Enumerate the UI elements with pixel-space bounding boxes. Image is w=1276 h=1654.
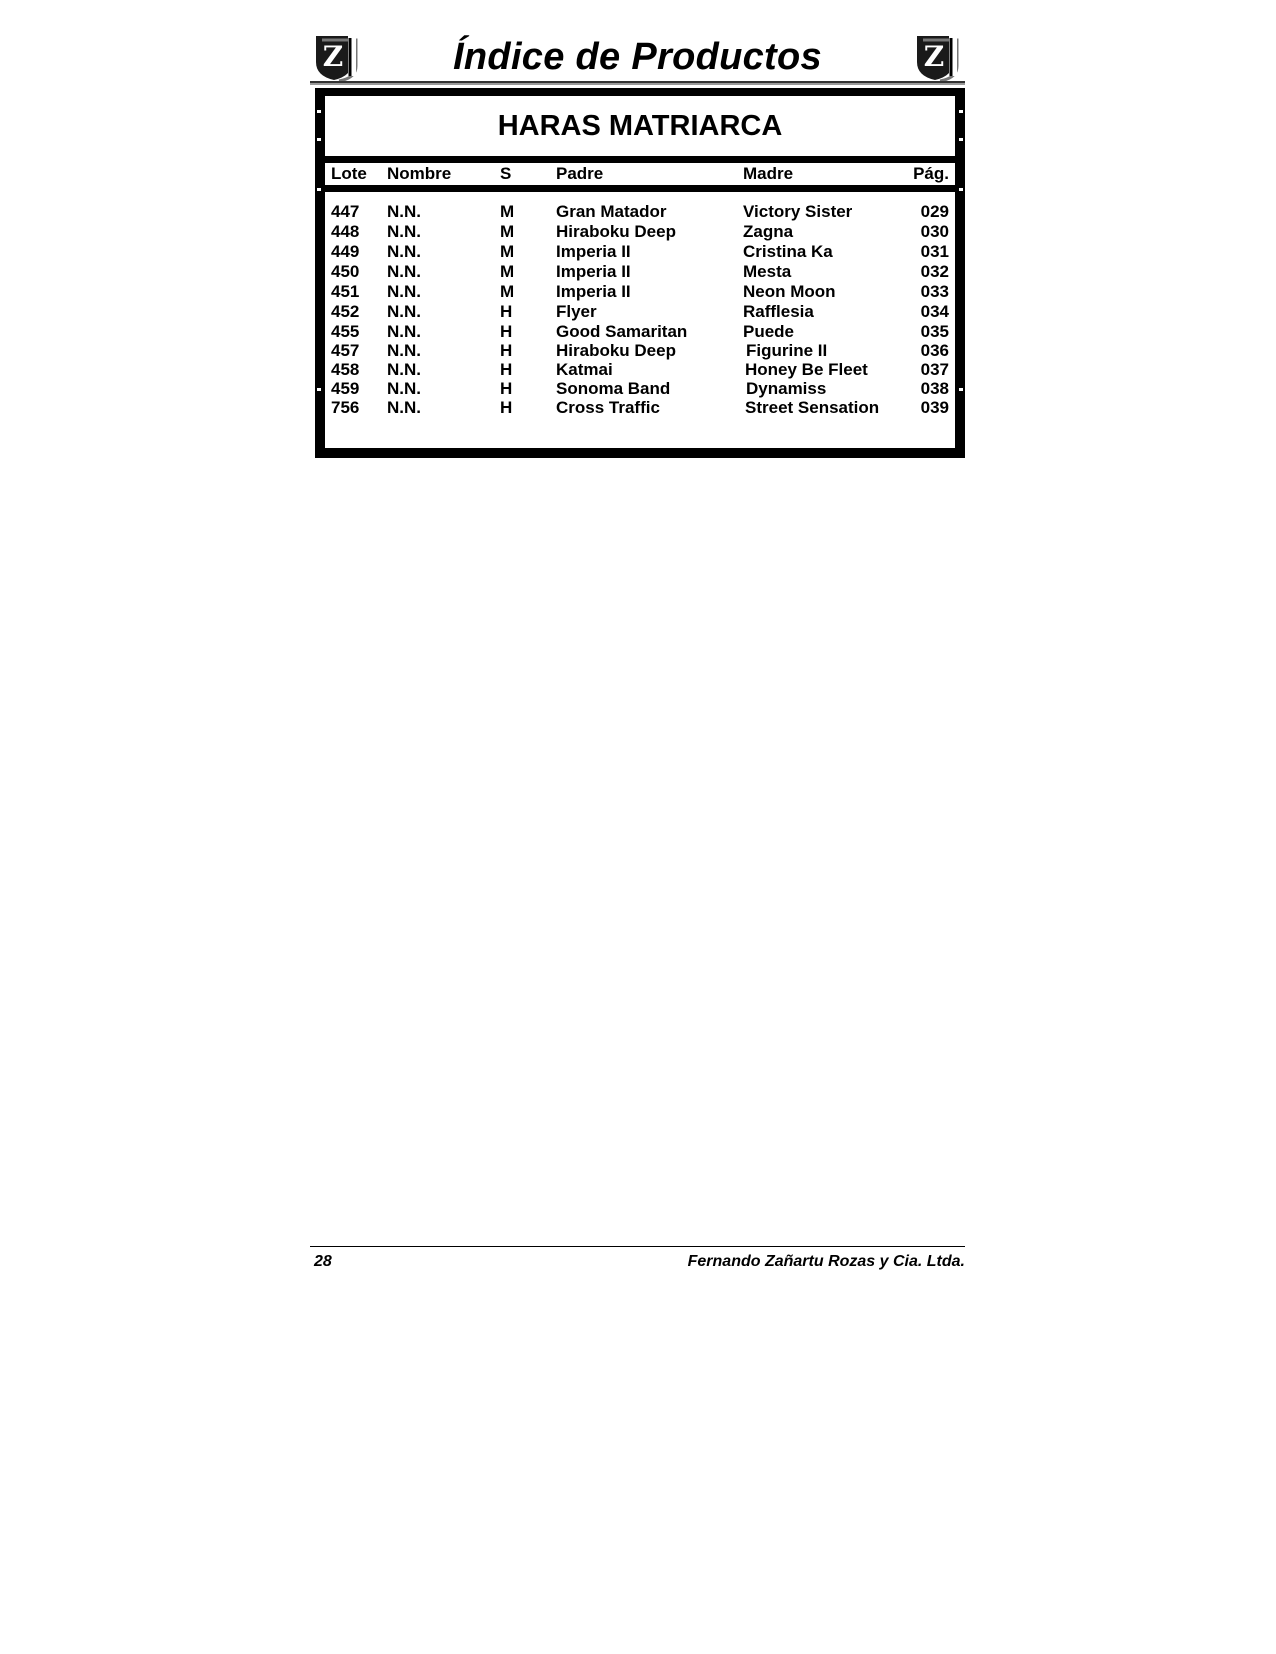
cell-padre: Hiraboku Deep: [556, 222, 676, 241]
cell-nombre: N.N.: [387, 322, 421, 341]
cell-nombre: N.N.: [387, 398, 421, 417]
cell-madre: Puede: [743, 322, 795, 341]
cell-madre: Mesta: [743, 262, 792, 281]
header-divider: [310, 81, 965, 85]
cell-lote: 756: [331, 398, 360, 417]
cell-sexo: H: [500, 360, 513, 379]
company-logo-icon: [913, 32, 963, 82]
section-title: HARAS MATRIARCA: [497, 110, 783, 142]
cell-padre: Good Samaritan: [556, 322, 688, 341]
table-row: [325, 222, 955, 242]
column-header-pagina: Pág.: [913, 164, 949, 183]
cell-sexo: H: [500, 398, 513, 417]
cell-padre: Imperia II: [556, 262, 631, 281]
cell-nombre: N.N.: [387, 379, 421, 398]
table-header: [325, 163, 955, 185]
table-row: [325, 242, 955, 262]
cell-nombre: N.N.: [387, 202, 421, 221]
cell-padre: Gran Matador: [556, 202, 667, 221]
frame-tick: [959, 388, 963, 391]
cell-padre: Katmai: [556, 360, 613, 379]
frame-tick: [317, 138, 321, 141]
table-row: [325, 398, 955, 418]
frame-tick: [317, 388, 321, 391]
cell-lote: 455: [331, 322, 360, 341]
cell-pagina: 030: [920, 222, 949, 241]
cell-sexo: M: [500, 262, 515, 281]
table-row: [325, 341, 955, 361]
cell-pagina: 029: [920, 202, 949, 221]
cell-nombre: N.N.: [387, 242, 421, 261]
frame-tick: [959, 188, 963, 191]
cell-madre: Rafflesia: [743, 302, 814, 321]
cell-sexo: H: [500, 341, 513, 360]
cell-pagina: 036: [920, 341, 949, 360]
table-row: [325, 282, 955, 302]
frame-tick: [959, 138, 963, 141]
cell-sexo: H: [500, 302, 513, 321]
cell-pagina: 033: [920, 282, 949, 301]
cell-madre: Dynamiss: [746, 379, 827, 398]
cell-padre: Cross Traffic: [556, 398, 660, 417]
column-header-padre: Padre: [556, 164, 604, 183]
column-header-sexo: S: [500, 164, 512, 183]
table-row: [325, 322, 955, 342]
section-title-band: [325, 96, 955, 156]
column-header-madre: Madre: [743, 164, 794, 183]
frame-tick: [317, 188, 321, 191]
column-header-lote: Lote: [331, 164, 367, 183]
cell-pagina: 032: [920, 262, 949, 281]
table-row: [325, 360, 955, 380]
cell-pagina: 031: [920, 242, 949, 261]
cell-madre: Cristina Ka: [743, 242, 833, 261]
table-row: [325, 302, 955, 322]
cell-lote: 458: [331, 360, 360, 379]
cell-sexo: H: [500, 379, 513, 398]
cell-nombre: N.N.: [387, 282, 421, 301]
cell-madre: Figurine II: [746, 341, 828, 360]
table-header-row: [325, 164, 955, 184]
cell-pagina: 039: [920, 398, 949, 417]
cell-madre: Neon Moon: [743, 282, 836, 301]
cell-sexo: M: [500, 242, 515, 261]
table-body: [325, 192, 955, 448]
cell-madre: Victory Sister: [743, 202, 853, 221]
cell-pagina: 038: [920, 379, 949, 398]
cell-sexo: H: [500, 322, 513, 341]
cell-nombre: N.N.: [387, 222, 421, 241]
product-index-frame: [315, 88, 965, 458]
cell-lote: 459: [331, 379, 360, 398]
cell-lote: 451: [331, 282, 360, 301]
page-title: Índice de Productos: [453, 36, 822, 78]
cell-nombre: N.N.: [387, 341, 421, 360]
cell-lote: 452: [331, 302, 360, 321]
cell-padre: Flyer: [556, 302, 597, 321]
frame-tick: [317, 110, 321, 113]
cell-madre: Street Sensation: [745, 398, 880, 417]
cell-madre: Zagna: [743, 222, 794, 241]
cell-padre: Imperia II: [556, 282, 631, 301]
cell-lote: 447: [331, 202, 360, 221]
cell-lote: 448: [331, 222, 360, 241]
footer-divider: [310, 1246, 965, 1247]
cell-padre: Imperia II: [556, 242, 631, 261]
cell-nombre: N.N.: [387, 262, 421, 281]
column-header-nombre: Nombre: [387, 164, 452, 183]
cell-sexo: M: [500, 222, 515, 241]
table-row: [325, 262, 955, 282]
page-header: [310, 30, 965, 86]
table-row: [325, 379, 955, 399]
cell-pagina: 035: [920, 322, 949, 341]
cell-madre: Honey Be Fleet: [745, 360, 868, 379]
page-number: 28: [314, 1253, 332, 1270]
cell-nombre: N.N.: [387, 360, 421, 379]
cell-padre: Hiraboku Deep: [556, 341, 676, 360]
cell-sexo: M: [500, 282, 515, 301]
frame-tick: [959, 110, 963, 113]
cell-lote: 449: [331, 242, 360, 261]
table-row: [325, 202, 955, 222]
cell-lote: 457: [331, 341, 360, 360]
svg-text:Z: Z: [923, 40, 945, 73]
svg-text:Z: Z: [322, 40, 344, 73]
footer-company-name: Fernando Zañartu Rozas y Cia. Ltda.: [687, 1253, 965, 1270]
cell-padre: Sonoma Band: [556, 379, 671, 398]
cell-lote: 450: [331, 262, 360, 281]
cell-pagina: 037: [920, 360, 949, 379]
cell-sexo: M: [500, 202, 515, 221]
cell-pagina: 034: [920, 302, 949, 321]
cell-nombre: N.N.: [387, 302, 421, 321]
